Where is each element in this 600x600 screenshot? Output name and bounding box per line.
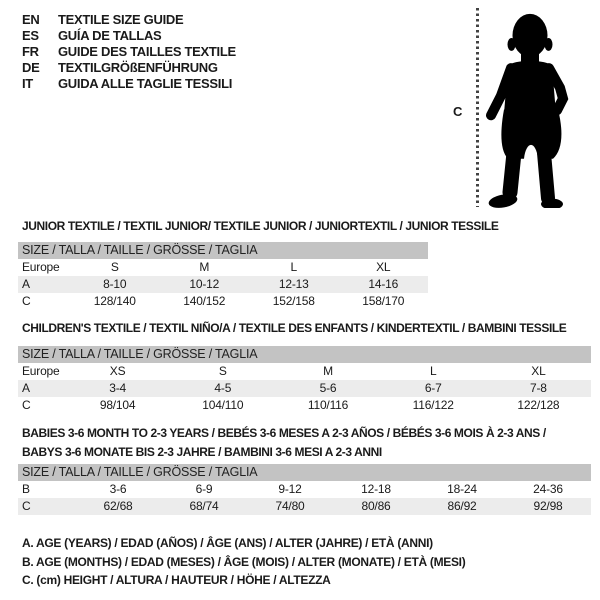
height-cell: 122/128	[517, 398, 560, 412]
size-cell: S	[110, 260, 119, 274]
junior-table-title: JUNIOR TEXTILE / TEXTIL JUNIOR/ TEXTILE JUNIOR / JUNIORTEXTIL / JUNIOR TESSILE	[22, 219, 499, 233]
lang-title: TEXTILGRÖßENFÜHRUNG	[58, 60, 218, 75]
age-cell: 14-16	[368, 277, 399, 291]
children-table-title: CHILDREN'S TEXTILE / TEXTIL NIÑO/A / TEXTILE DES ENFANTS / KINDERTEXTIL / BAMBINI TESSILE	[22, 321, 567, 335]
lang-row-es	[22, 28, 236, 44]
height-cell: 86/92	[447, 499, 477, 513]
age-cell: 24-36	[533, 482, 563, 496]
size-cell: M	[323, 364, 333, 378]
height-cell: 128/140	[93, 294, 136, 308]
height-measure-dashed-line	[476, 8, 479, 207]
age-cell: 12-18	[361, 482, 391, 496]
lang-row-en	[22, 12, 236, 28]
row-label: B	[22, 482, 30, 496]
age-cell: 3-6	[109, 482, 127, 496]
lang-code: ES	[22, 28, 39, 43]
row-label: C	[22, 398, 31, 412]
lang-title: GUIDA ALLE TAGLIE TESSILI	[58, 76, 233, 91]
size-cell: L	[290, 260, 297, 274]
age-cell: 6-7	[424, 381, 442, 395]
row-label: A	[22, 277, 30, 291]
legend-line-b: B. AGE (MONTHS) / EDAD (MESES) / ÂGE (MOIS) / ALTER (MONATE) / ETÀ (MESI)	[22, 554, 466, 569]
height-cell: 68/74	[189, 499, 219, 513]
table-row-age-months	[18, 481, 591, 498]
height-cell: 80/86	[361, 499, 391, 513]
age-cell: 6-9	[195, 482, 213, 496]
lang-row-de	[22, 60, 236, 76]
size-header-bar: SIZE / TALLA / TAILLE / GRÖSSE / TAGLIA	[18, 346, 591, 363]
lang-title: TEXTILE SIZE GUIDE	[58, 12, 184, 27]
babies-title-line2: BABYS 3-6 MONATE BIS 2-3 JAHRE / BAMBINI 3-6 MESI A 2-3 ANNI	[22, 445, 382, 459]
legend-line-c: C. (cm) HEIGHT / ALTURA / HAUTEUR / HÖHE / ALTEZZA	[22, 573, 331, 587]
height-cell: 98/104	[99, 398, 136, 412]
measurement-legend	[22, 534, 465, 590]
height-cell: 92/98	[533, 499, 563, 513]
table-row-height	[18, 498, 591, 515]
table-row-height	[18, 293, 428, 310]
row-label: Europe	[22, 364, 60, 378]
age-cell: 8-10	[103, 277, 127, 291]
row-label: A	[22, 381, 30, 395]
size-cell: XL	[376, 260, 391, 274]
row-label: C	[22, 499, 31, 513]
size-header-bar: SIZE / TALLA / TAILLE / GRÖSSE / TAGLIA	[18, 242, 428, 259]
age-cell: 18-24	[447, 482, 477, 496]
lang-row-it	[22, 76, 236, 92]
size-header-bar: SIZE / TALLA / TAILLE / GRÖSSE / TAGLIA	[18, 464, 591, 481]
junior-size-table	[18, 242, 428, 310]
lang-row-fr	[22, 44, 236, 60]
table-row-age	[18, 380, 591, 397]
toddler-silhouette-image	[483, 5, 583, 208]
lang-title: GUIDE DES TAILLES TEXTILE	[58, 44, 236, 59]
lang-code: DE	[22, 60, 40, 75]
height-cell: 110/116	[307, 398, 349, 412]
age-cell: 7-8	[530, 381, 547, 395]
size-cell: L	[429, 364, 437, 378]
legend-line-a: A. AGE (YEARS) / EDAD (AÑOS) / ÂGE (ANS) / ALTER (JAHRE) / ETÀ (ANNI)	[22, 536, 433, 550]
height-cell: 158/170	[362, 294, 405, 308]
language-title-list	[22, 12, 236, 92]
table-row-age	[18, 276, 428, 293]
size-cell: XL	[531, 364, 546, 378]
age-cell: 3-4	[109, 381, 126, 395]
height-cell: 74/80	[275, 499, 305, 513]
children-size-table	[18, 346, 591, 414]
lang-code: IT	[22, 76, 33, 91]
height-cell: 62/68	[103, 499, 133, 513]
age-cell: 9-12	[278, 482, 302, 496]
row-label: C	[22, 294, 31, 308]
babies-size-table	[18, 464, 591, 515]
table-row-europe	[18, 259, 428, 276]
table-row-height	[18, 397, 591, 414]
age-cell: 5-6	[319, 381, 337, 395]
height-cell: 140/152	[183, 294, 226, 308]
size-cell: XS	[109, 364, 126, 378]
table-row-europe	[18, 363, 591, 380]
size-cell: S	[218, 364, 227, 378]
lang-code: EN	[22, 12, 40, 27]
row-label: Europe	[22, 260, 60, 274]
height-cell: 116/122	[412, 398, 454, 412]
lang-title: GUÍA DE TALLAS	[58, 28, 162, 43]
age-cell: 12-13	[278, 277, 309, 291]
age-cell: 10-12	[189, 277, 220, 291]
height-cell: 104/110	[202, 398, 244, 412]
height-cell: 152/158	[272, 294, 315, 308]
babies-title-line1: BABIES 3-6 MONTH TO 2-3 YEARS / BEBÉS 3-6 MESES A 2-3 AÑOS / BÉBÉS 3-6 MOIS À 2-3 ANS /	[22, 426, 546, 440]
babies-table-title	[22, 424, 546, 462]
size-cell: M	[199, 260, 210, 274]
age-cell: 4-5	[214, 381, 232, 395]
lang-code: FR	[22, 44, 39, 59]
height-measure-label: C	[453, 104, 463, 119]
